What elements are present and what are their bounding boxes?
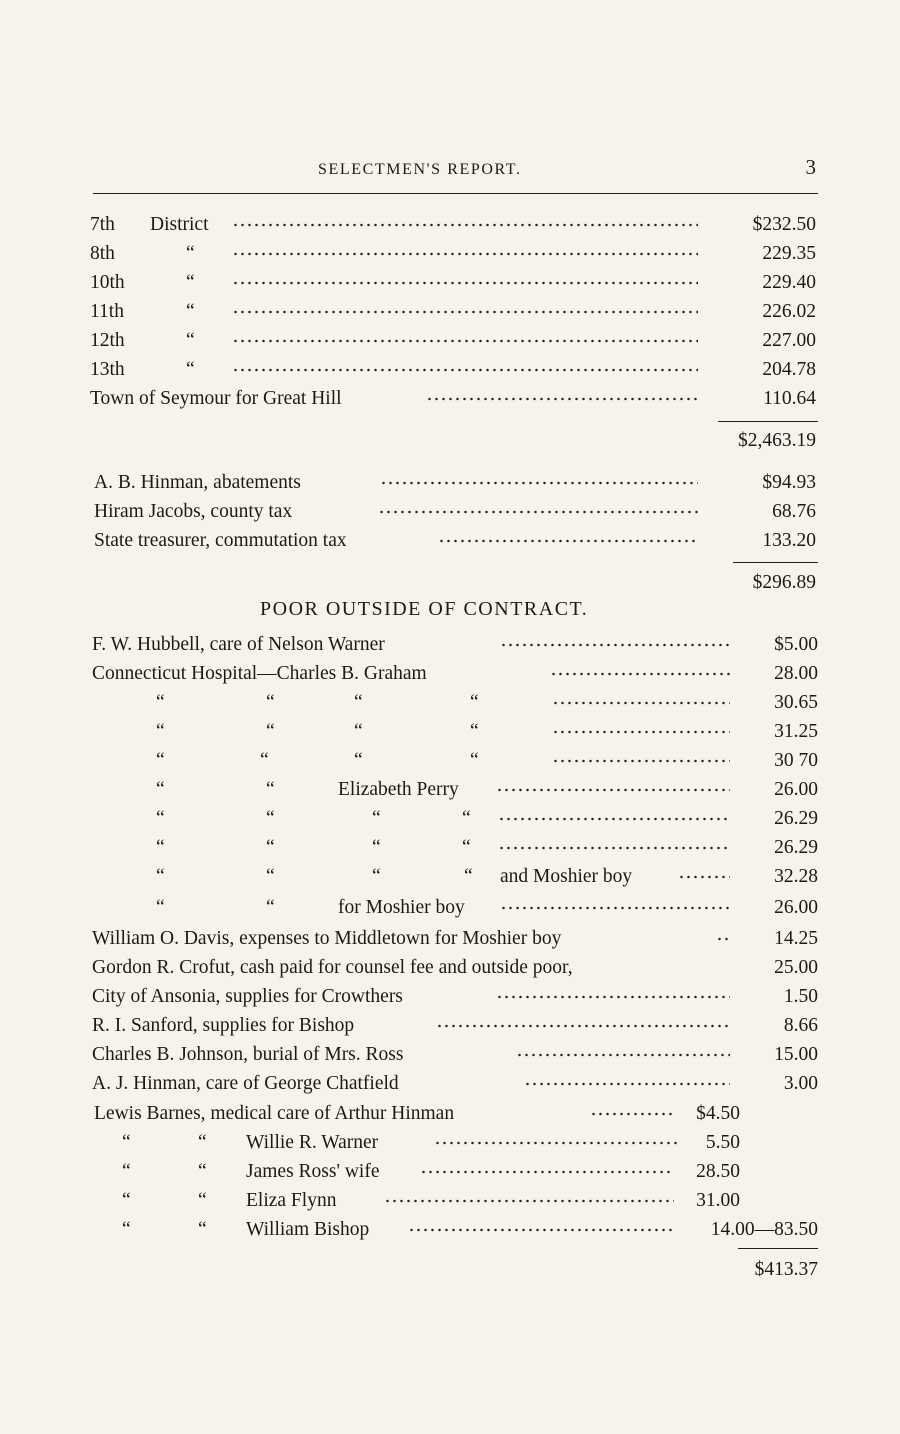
tax-row: Hiram Jacobs, county tax 68.76 [94, 501, 816, 522]
district-row: 7th District $232.50 [90, 214, 816, 235]
hospital-row: “ “ “ “ 31.25 [156, 721, 818, 742]
expense-row: R. I. Sanford, supplies for Bishop 8.66 [92, 1015, 818, 1036]
tax-row: State treasurer, commutation tax 133.20 [94, 530, 816, 551]
expense-row: William O. Davis, expenses to Middletown for Moshier boy 14.25 [92, 928, 818, 949]
subtotal-rule [718, 421, 818, 422]
poor-total: $413.37 [754, 1259, 818, 1280]
header-rule [93, 193, 818, 194]
expense-row: Connecticut Hospital—Charles B. Graham 28.00 [92, 663, 818, 684]
district-row: 12th “ 227.00 [90, 330, 816, 351]
hospital-row: “ “ for Moshier boy 26.00 [156, 897, 818, 918]
expense-row: A. J. Hinman, care of George Chatfield 3.00 [92, 1073, 818, 1094]
page-number: 3 [805, 155, 816, 179]
expense-row: Charles B. Johnson, burial of Mrs. Ross 15.00 [92, 1044, 818, 1065]
page-header [90, 155, 818, 185]
hospital-row: “ “ “ “ 30 70 [156, 750, 818, 771]
barnes-row: “ “ James Ross' wife 28.50 [122, 1161, 740, 1182]
district-row: 13th “ 204.78 [90, 359, 816, 380]
subtotal-rule [738, 1248, 818, 1249]
running-title: SELECTMEN'S REPORT. [318, 161, 522, 178]
seymour-row: Town of Seymour for Great Hill 110.64 [90, 388, 816, 409]
expense-row: City of Ansonia, supplies for Crowthers 1.50 [92, 986, 818, 1007]
barnes-row: “ “ Willie R. Warner 5.50 [122, 1132, 740, 1153]
district-row: 8th “ 229.35 [90, 243, 816, 264]
hospital-row: “ “ “ “ 26.29 [156, 808, 818, 829]
expense-row: Gordon R. Crofut, cash paid for counsel fee and outside poor, 25.00 [92, 957, 818, 978]
hospital-row: “ “ Elizabeth Perry 26.00 [156, 779, 818, 800]
hospital-row: “ “ “ “ 26.29 [156, 837, 818, 858]
subtotal-rule [733, 562, 818, 563]
section-heading: POOR OUTSIDE OF CONTRACT. [260, 598, 589, 620]
expense-row: F. W. Hubbell, care of Nelson Warner $5.00 [92, 634, 818, 655]
tax-total: $296.89 [752, 572, 816, 593]
hospital-row: “ “ “ “ 30.65 [156, 692, 818, 713]
district-total: $2,463.19 [738, 430, 816, 451]
district-row: 11th “ 226.02 [90, 301, 816, 322]
expense-row: Lewis Barnes, medical care of Arthur Hinman $4.50 [94, 1103, 740, 1124]
hospital-row: “ “ “ “ and Moshier boy 32.28 [156, 866, 818, 887]
barnes-row: “ “ William Bishop 14.00—83.50 [122, 1219, 818, 1240]
tax-row: A. B. Hinman, abatements $94.93 [94, 472, 816, 493]
barnes-row: “ “ Eliza Flynn 31.00 [122, 1190, 740, 1211]
district-row: 10th “ 229.40 [90, 272, 816, 293]
